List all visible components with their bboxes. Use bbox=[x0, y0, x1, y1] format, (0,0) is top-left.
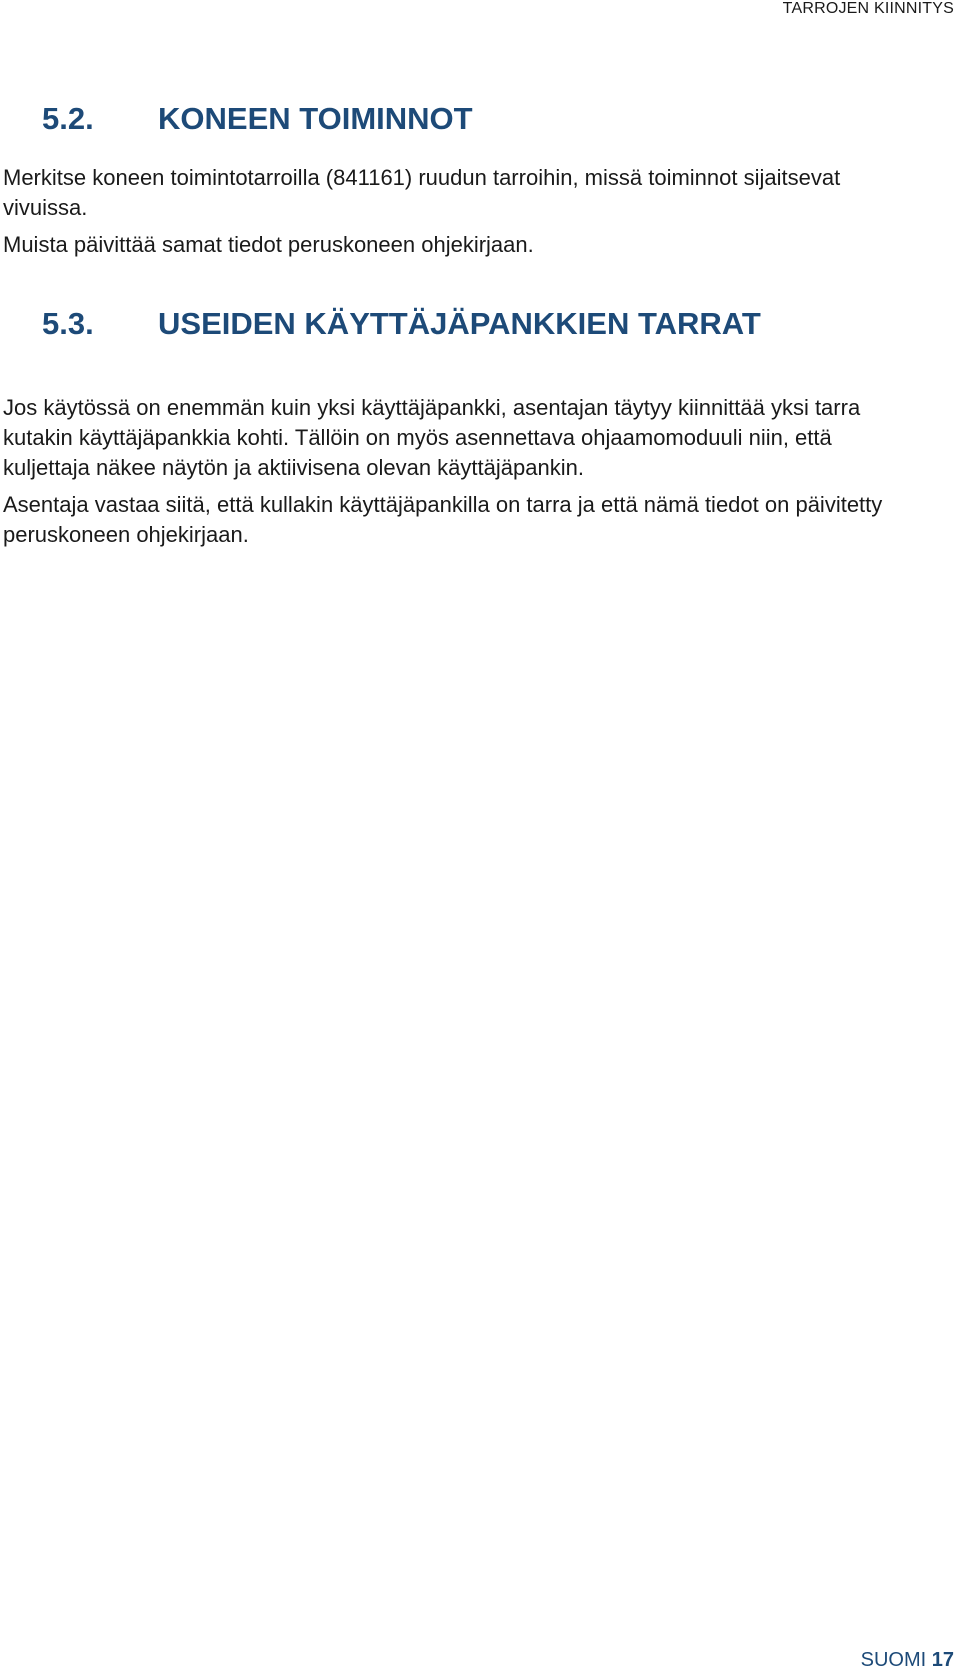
paragraph: Muista päivittää samat tiedot peruskoneen ohjekirjaan. bbox=[3, 232, 534, 257]
section-number: 5.3. bbox=[42, 306, 94, 341]
section-title: USEIDEN KÄYTTÄJÄPANKKIEN TARRAT bbox=[158, 306, 761, 341]
section-body-5-2 bbox=[3, 163, 943, 260]
paragraph: Jos käytössä on enemmän kuin yksi käyttäjäpankki, asentajan täytyy kiinnittää yksi tarra kutakin käyttäjäpankkia kohti. Tällöin on myös asennettava ohjaamomoduuli niin, että kuljettaja näkee näytön ja aktiivisena olevan käyttäjäpankin. bbox=[3, 395, 861, 480]
section-heading-5-2 bbox=[42, 101, 473, 137]
page-number: 17 bbox=[931, 1649, 954, 1671]
page-footer bbox=[861, 1649, 954, 1672]
section-number: 5.2. bbox=[42, 101, 94, 136]
section-body-5-3 bbox=[3, 393, 943, 550]
paragraph: Merkitse koneen toimintotarroilla (841161) ruudun tarroihin, missä toiminnot sijaitsevat vivuissa. bbox=[3, 165, 841, 220]
footer-language: SUOMI bbox=[860, 1649, 927, 1671]
section-heading-5-3 bbox=[42, 306, 761, 342]
paragraph: Asentaja vastaa siitä, että kullakin käyttäjäpankilla on tarra ja että nämä tiedot on päivitetty peruskoneen ohjekirjaan. bbox=[3, 492, 883, 547]
section-title: KONEEN TOIMINNOT bbox=[158, 101, 473, 136]
running-header: TARROJEN KIINNITYS bbox=[782, 0, 954, 17]
